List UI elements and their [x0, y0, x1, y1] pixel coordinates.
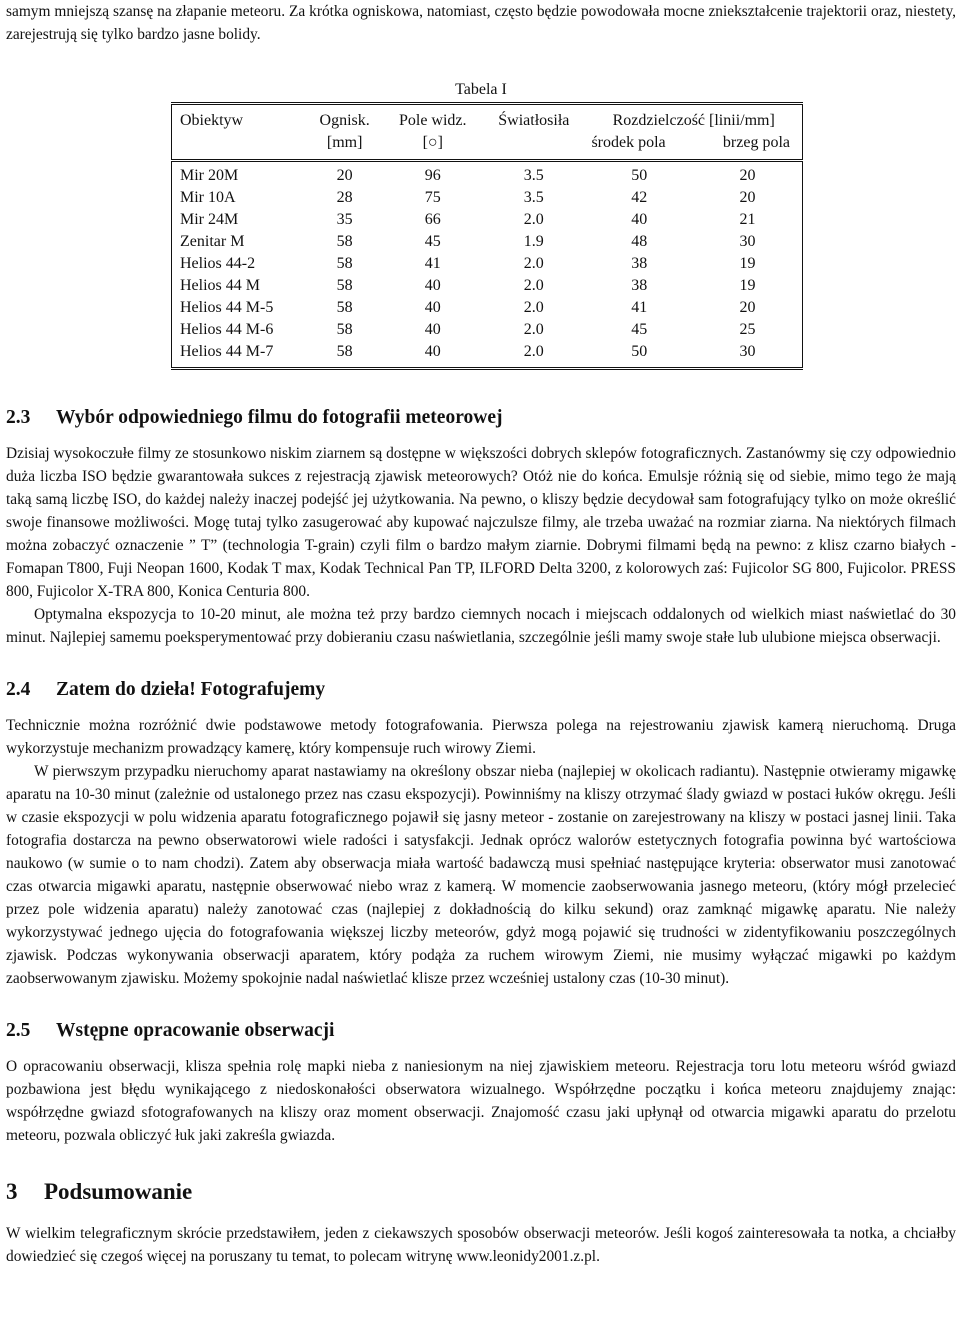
table-cell-lens: Mir 24M [180, 211, 239, 228]
table-cell-value: 2.0 [523, 277, 544, 294]
table-cell-value: 20 [739, 189, 756, 206]
table-row [172, 297, 803, 319]
table-cell-value: 35 [336, 211, 353, 228]
table-cell-value: 28 [336, 189, 353, 206]
table-cell-lens: Zenitar M [180, 233, 245, 250]
table-cell-value: 20 [739, 299, 756, 316]
table-row [172, 253, 803, 275]
header-aperture: Światłosiła [498, 112, 570, 129]
table-row [172, 275, 803, 297]
table-cell-value: 58 [336, 343, 353, 360]
header-res-edge: brzeg pola [722, 134, 790, 151]
table-cell-value: 2.0 [523, 255, 544, 272]
table-cell-value: 45 [424, 233, 441, 250]
header-focal: Ognisk. [319, 112, 370, 129]
table-cell-value: 2.0 [523, 343, 544, 360]
intro-paragraph: samym mniejszą szansę na złapanie meteoru. Za krótka ogniskowa, natomiast, często będzie powodowała mocne zniekształcenie trajektorii oraz, niestety, zarejestrują się tylko bardzo jasne bolidy. [6, 3, 956, 43]
document-page [6, 0, 956, 1268]
section-3-paragraph-1: W wielkim telegraficznym skrócie przedstawiłem, jeden z ciekawszych sposobów obserwacji meteorów. Jeśli kogoś zainteresowała ta notka, a chciałby dowiedzieć się czegoś więcej na poruszany tu temat, to polecam witrynę www.leonidy2001.z.pl. [6, 1225, 956, 1265]
table-cell-value: 19 [739, 277, 756, 294]
table-cell-lens: Helios 44 M-5 [180, 299, 274, 316]
header-focal-unit: [mm] [306, 132, 383, 161]
table-cell-value: 58 [336, 277, 353, 294]
header-obj: Obiektyw [180, 112, 244, 129]
table-cell-value: 58 [336, 233, 353, 250]
table-cell-value: 40 [424, 277, 441, 294]
table-cell-value: 21 [739, 211, 756, 228]
table-subheader-row [172, 132, 803, 161]
table-cell-lens: Helios 44 M-7 [180, 343, 274, 360]
section-heading-3: 3 Podsumowanie [6, 1179, 193, 1204]
table-cell-value: 19 [739, 255, 756, 272]
table-cell-value: 58 [336, 255, 353, 272]
table-row [172, 319, 803, 341]
table-cell-value: 30 [739, 343, 756, 360]
table-caption: Tabela I [455, 81, 507, 98]
table-row [172, 231, 803, 253]
header-res-center: środek pola [591, 134, 666, 151]
table-cell-value: 45 [631, 321, 648, 338]
table-cell-value: 20 [739, 167, 756, 184]
table-cell-value: 3.5 [523, 189, 544, 206]
section-2-4-paragraph-1: Technicznie można rozróżnić dwie podstawowe metody fotografowania. Pierwsza polega na rejestrowaniu zjawisk kamerą nieruchomą. Druga wykorzystuje mechanizm prowadzący kamerę, który kompensuje ruch wirowy Ziemi. [6, 717, 956, 757]
table-cell-value: 30 [739, 233, 756, 250]
table-row [172, 161, 803, 188]
table-cell-value: 2.0 [523, 299, 544, 316]
table-body [172, 161, 803, 369]
table-cell-lens: Mir 10A [180, 189, 236, 206]
table-cell-value: 41 [424, 255, 441, 272]
table-cell-value: 42 [631, 189, 648, 206]
section-2-3-paragraph-1: Dzisiaj wysokoczułe filmy ze stosunkowo niskim ziarnem są dostępne w większości dobrych sklepów fotograficznych. Zastanówmy się czy odpowiednio duża liczba ISO będzie gwarantowała sukces z rejestracją zjawisk meteorowych? Otóż nie do końca. Emulsje różnią się od siebie, mimo tego że mają taką samą liczbę ISO, do każdej należy inaczej podejść jej użytkowania. Na pewno, o kliszy będzie decydował sam fotografujący tylko on może określić swoje finansowe możliwości. Mogę tutaj tylko zasugerować aby kupować najczulsze filmy, ale trzeba uważać na rozmiar ziarna. Na niektórych filmach można zobaczyć oznaczenie ” T” (technologia T-grain) czyli film o bardzo małym ziarnie. Dobrymi filmami będą na pewno: z klisz czarno białych -Fomapan T800, Fuji Neopan 1600, Kodak T max, Kodak Technical Pan TP, ILFORD Delta 3200, z kolorowych zaś: Fujicolor SG 800, Fujicolor. PRESS 800, Fujicolor X-TRA 800, Konica Centuria 800. [6, 445, 956, 600]
table-cell-value: 2.0 [523, 211, 544, 228]
table-cell-value: 20 [336, 167, 353, 184]
table-cell-lens: Helios 44-2 [180, 255, 256, 272]
table-cell-value: 40 [631, 211, 648, 228]
table-cell-value: 66 [424, 211, 441, 228]
table-cell-value: 3.5 [523, 167, 544, 184]
table-cell-value: 58 [336, 299, 353, 316]
table-cell-value: 40 [424, 321, 441, 338]
table-cell-value: 50 [631, 167, 648, 184]
table-row [172, 187, 803, 209]
table-cell-lens: Mir 20M [180, 167, 239, 184]
table-cell-value: 48 [631, 233, 648, 250]
table-cell-value: 40 [424, 299, 441, 316]
table-header-row [172, 104, 803, 133]
section-2-5-paragraph-1: O opracowaniu obserwacji, klisza spełnia rolę mapki nieba z naniesionym na niej zjawiskiem meteoru. Rejestracja toru lotu meteoru wśród gwiazd pozbawiona jest błędu wynikającego z niedoskonałości obserwatora wizualnego. Współrzędne początku i końca meteoru znajdujemy znając: współrzędne gwiazd sfotografowanych na kliszy oraz moment obserwacji. Znajomość czasu jaki upłynął od otwarcia migawki aparatu do przelotu meteoru, pozwala obliczyć łuk jaki zakreśla gwiazda. [6, 1058, 956, 1144]
table-cell-value: 25 [739, 321, 756, 338]
header-fov: Pole widz. [398, 112, 467, 129]
section-2-3-paragraph-2: Optymalna ekspozycja to 10-20 minut, ale można też przy bardzo ciemnych nocach i miejscach oddalonych od wielkich miast naświetlać do 30 minut. Najlepiej samemu poeksperymentować przy dobieraniu czasu naświetlania, szczególnie jeśli mamy swoje stałe lub ulubione miejsca obserwacji. [6, 606, 956, 646]
table-cell-value: 40 [424, 343, 441, 360]
table-cell-value: 38 [631, 277, 648, 294]
table-cell-lens: Helios 44 M [180, 277, 260, 294]
table-cell-value: 1.9 [523, 233, 544, 250]
table-cell-value: 50 [631, 343, 648, 360]
section-heading-2-4: 2.4 Zatem do dzieła! Fotografujemy [6, 679, 326, 700]
section-heading-2-5: 2.5 Wstępne opracowanie obserwacji [6, 1020, 335, 1041]
table-cell-value: 38 [631, 255, 648, 272]
table-cell-value: 75 [424, 189, 441, 206]
table-cell-value: 2.0 [523, 321, 544, 338]
section-heading-2-3: 2.3 Wybór odpowiedniego filmu do fotografii meteorowej [6, 407, 503, 428]
table-cell-value: 41 [631, 299, 648, 316]
table-cell-value: 58 [336, 321, 353, 338]
header-resolution: Rozdzielczość [linii/mm] [612, 112, 775, 129]
section-2-4-paragraph-2: W pierwszym przypadku nieruchomy aparat nastawiamy na określony obszar nieba (najlepiej w okolicach radiantu). Następnie otwieramy migawkę aparatu na 10-30 minut (zależnie od ustalonego przez nas czasu ekspozycji). Powinniśmy na kliszy otrzymać ślady gwiazd w postaci łuków okręgu. Jeśli w czasie ekspozycji w polu widzenia aparatu fotograficznego pojawił się jasny meteor - zostanie on zarejestrowany na kliszy w postaci jasnej linii. Taka fotografia dostarcza na pewno obserwatorowi wiele radości i satysfakcji. Jednak oprócz walorów estetycznych fotografia powinna być wartościowa naukowo (w sumie o to nam chodzi). Zatem aby obserwacja miała wartość badawczą musi spełniać następujące kryteria: obserwator musi zanotować czas otwarcia migawki aparatu, następnie obserwować niebo wraz z kamerą. W momencie zaobserwowania jasnego meteoru, (który mógł przelecieć przez pole widzenia aparatu) należy zanotować czas (najlepiej z dokładnością do kilku sekund) oraz zamknąć migawkę aparatu. Nie należy wykorzystywać jednego ujęcia do fotografowania większej liczby meteorów, gdyż mogą pojawić się trudności w zidentyfikowaniu poszczególnych zjawisk. Podczas wykonywania obserwacji aparatem, który podąża za ruchem wirowym Ziemi, nie musimy wyłączać migawki po każdym zaobserwowanym zjawisku. Możemy spokojnie nadal naświetlać klisze przez wcześniej ustalony czas (10-30 minut). [6, 763, 956, 987]
table-row [172, 341, 803, 369]
table-cell-lens: Helios 44 M-6 [180, 321, 274, 338]
lens-table [171, 102, 803, 370]
header-fov-unit: [○] [383, 132, 482, 161]
table-cell-value: 96 [424, 167, 441, 184]
table-row [172, 209, 803, 231]
